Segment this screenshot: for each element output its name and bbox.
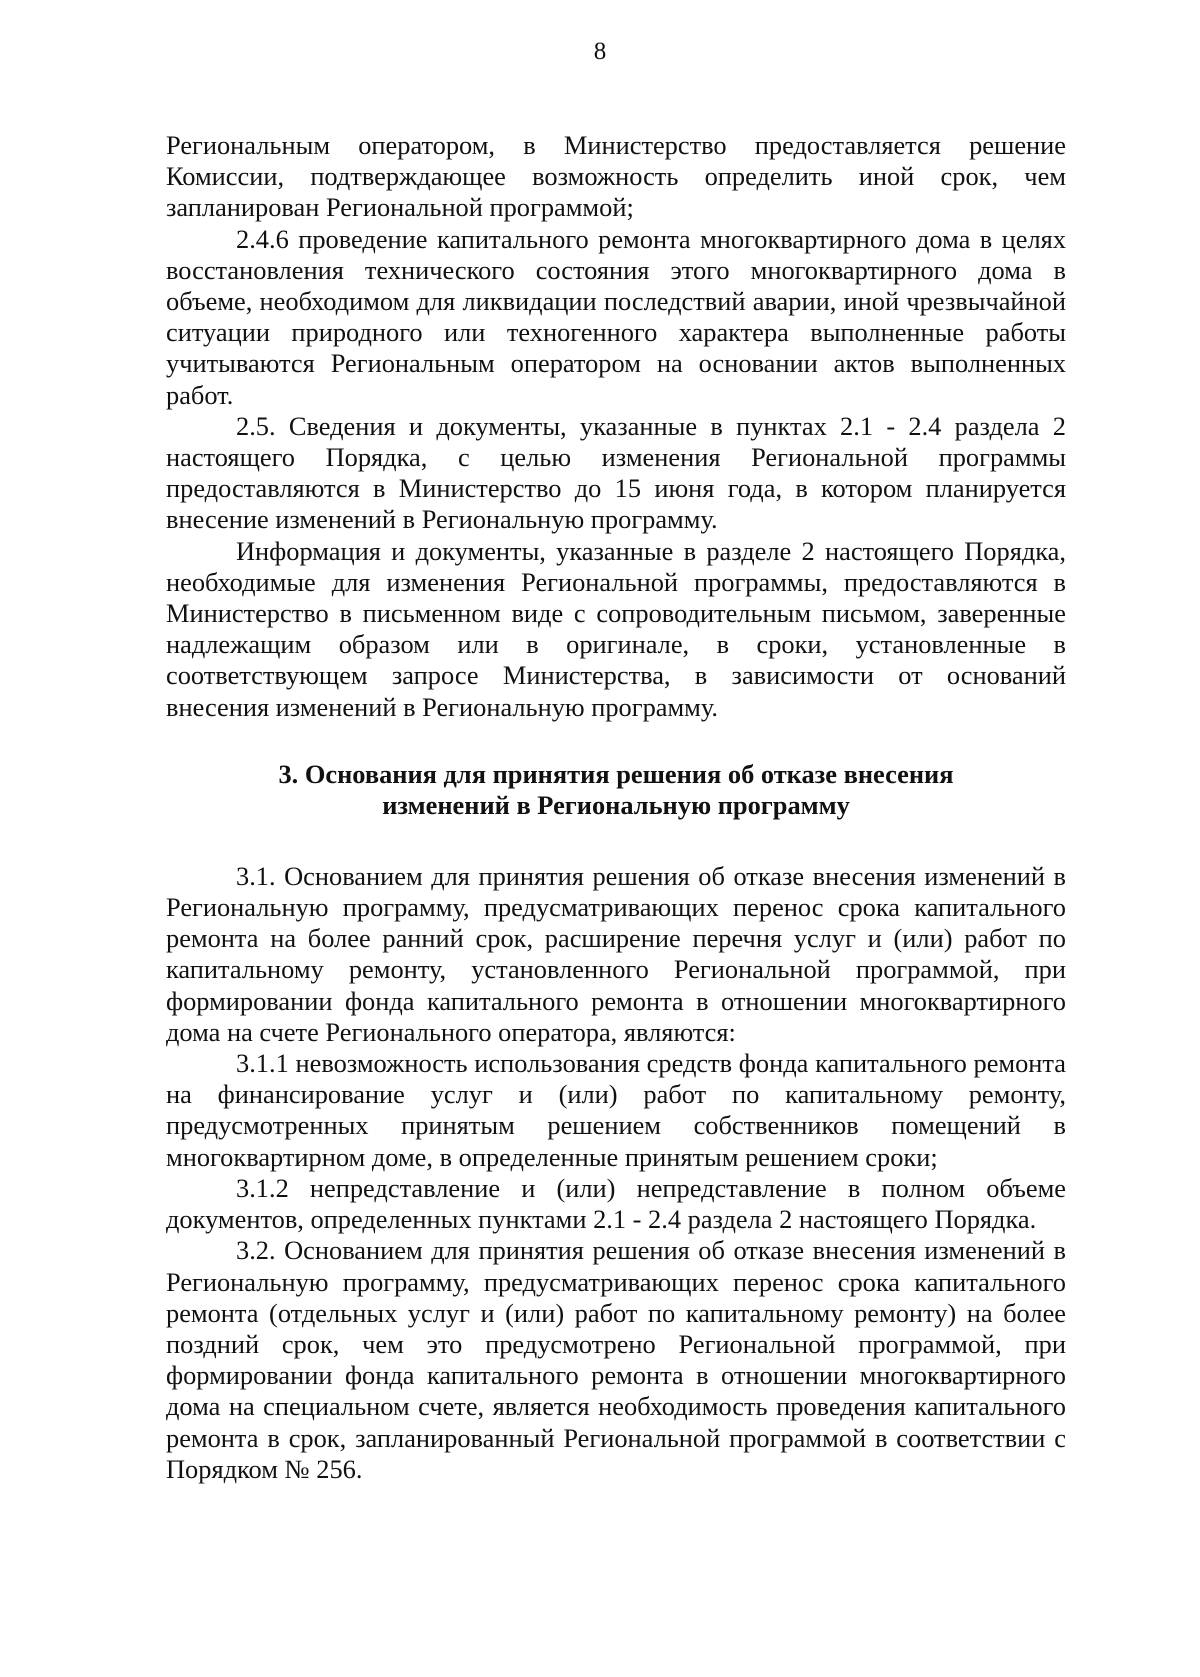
section-3-heading-line-1: 3. Основания для принятия решения об отказе внесения [278,758,954,789]
paragraph-continuation: Региональным оператором, в Министерство предоставляется решение Комиссии, подтверждающее возможность определить иной срок, чем запланирован Региональной программой; [166,130,1066,223]
section-3-heading [166,759,1066,821]
paragraph-2-4-6: 2.4.6 проведение капитального ремонта многоквартирного дома в целях восстановления технического состояния этого многоквартирного дома в объеме, необходимом для ликвидации последствий аварии, иной чрезвычайной ситуации природного или техногенного характера выполненные работы учитываются Региональным оператором на основании актов выполненных работ. [166,223,1066,410]
paragraph-2-5: 2.5. Сведения и документы, указанные в пунктах 2.1 - 2.4 раздела 2 настоящего Порядка, с целью изменения Региональной программы предоставляются в Министерство до 15 июня года, в котором планируется внесение изменений в Региональную программу. [166,410,1066,535]
section-3-heading-line-2: изменений в Региональную программу [382,789,850,820]
paragraph-3-1-2: 3.1.2 непредставление и (или) непредставление в полном объеме документов, определенных пунктами 2.1 - 2.4 раздела 2 настоящего Порядка. [166,1172,1066,1235]
paragraph-3-2: 3.2. Основанием для принятия решения об отказе внесения изменений в Региональную программу, предусматривающих перенос срока капитального ремонта (отдельных услуг и (или) работ по капитальному ремонту) на более поздний срок, чем это предусмотрено Региональной программой, при формировании фонда капитального ремонта в отношении многоквартирного дома на специальном счете, является необходимость проведения капитального ремонта в срок, запланированный Региональной программой в соответствии с Порядком № 256. [166,1235,1066,1484]
page-number: 8 [593,38,607,65]
paragraph-3-1: 3.1. Основанием для принятия решения об отказе внесения изменений в Региональную программу, предусматривающих перенос срока капитального ремонта на более ранний срок, расширение перечня услуг и (или) работ по капитальному ремонту, установленного Региональной программой, при формировании фонда капитального ремонта в отношении многоквартирного дома на счете Регионального оператора, являются: [166,860,1066,1047]
paragraph-3-1-1: 3.1.1 невозможность использования средств фонда капитального ремонта на финансирование услуг и (или) работ по капитальному ремонту, предусмотренных принятым решением собственников помещений в многоквартирном доме, в определенные принятым решением сроки; [166,1048,1066,1172]
document-body [166,130,1066,1485]
paragraph-information: Информация и документы, указанные в разделе 2 настоящего Порядка, необходимые для изменения Региональной программы, предоставляются в Министерство в письменном виде с сопроводительным письмом, заверенные надлежащим образом или в оригинале, в сроки, установленные в соответствующем запросе Министерства, в зависимости от оснований внесения изменений в Региональную программу. [166,535,1066,722]
